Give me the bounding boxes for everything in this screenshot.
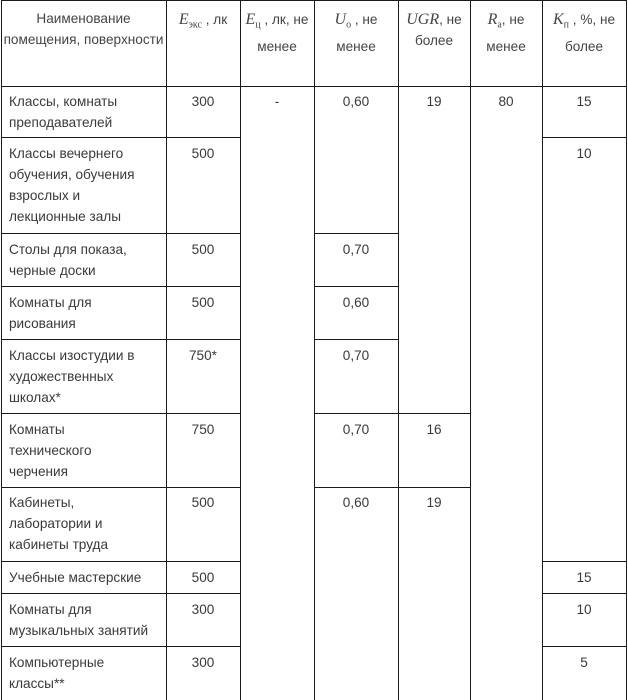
row-1-name: Классы, комнаты преподавателей <box>9 94 118 130</box>
rule-row8 <box>1 593 240 594</box>
row-9-name: Комнаты для музыкальных занятий <box>9 602 149 638</box>
row-4-name: Комнаты для рисования <box>9 295 92 331</box>
rule-row6 <box>1 487 240 488</box>
header-name-text: Наименование помещения, поверхности <box>3 11 164 47</box>
row-1-ugr: 19 <box>426 94 442 109</box>
rule-col-uo <box>314 0 315 700</box>
rule-row3 <box>1 286 240 287</box>
rule-col-ec <box>240 0 241 700</box>
header-r-a: $R_а$, не менее <box>486 11 526 54</box>
row-6-uo: 0,70 <box>342 422 370 437</box>
rule-row9-kp <box>542 646 627 647</box>
row-10-kp: 5 <box>580 655 588 670</box>
row-5-e: 750* <box>189 348 217 363</box>
row-6-e: 750 <box>191 422 215 437</box>
row-10-e: 300 <box>191 655 215 670</box>
rule-row1 <box>1 137 240 138</box>
header-u-o: $U_о$ , не менее <box>334 11 378 54</box>
row-3-name: Столы для показа, черные доски <box>9 242 127 278</box>
row-6-name: Комнаты технического черчения <box>9 422 92 479</box>
row-1-e: 300 <box>191 94 215 109</box>
rule-row2-uo <box>314 233 398 234</box>
rule-row1-kp <box>542 137 627 138</box>
rule-row4-uo <box>314 339 398 340</box>
row-1-uo: 0,60 <box>342 94 370 109</box>
row-7-name: Кабинеты, лаборатории и кабинеты труда <box>9 495 109 552</box>
header-e-exp: $E_{экс}$ , лк <box>178 11 228 31</box>
row-2-e: 500 <box>191 146 215 161</box>
row-1-kp: 15 <box>576 94 592 109</box>
row-5-name: Классы изостудии в художественных школах* <box>9 348 135 405</box>
header-e-c: $E_ц$ , лк, не менее <box>245 11 309 54</box>
rule-row6-uo-ugr <box>314 487 470 488</box>
rule-col-ugr <box>398 0 399 700</box>
rule-col-left <box>1 0 2 700</box>
header-k-p: $K_п$ , %, не более <box>552 11 616 54</box>
row-8-name: Учебные мастерские <box>9 570 142 585</box>
row-1-ra: 80 <box>498 94 514 109</box>
header-ugr: UGR, не более <box>406 11 462 48</box>
header-name <box>1 8 166 50</box>
row-1-ec: - <box>274 94 280 109</box>
rule-row8-kp <box>542 593 627 594</box>
row-3-e: 500 <box>191 242 215 257</box>
row-5-uo: 0,70 <box>342 348 370 363</box>
row-7-e: 500 <box>191 495 215 510</box>
row-3-uo: 0,70 <box>342 242 370 257</box>
row-4-uo: 0,60 <box>342 295 370 310</box>
row-9-kp: 10 <box>576 602 592 617</box>
row-10-name: Компьютерные классы** <box>9 655 105 691</box>
rule-row5 <box>1 413 240 414</box>
row-2-name: Классы вечернего обучения, обучения взрослых и лекционные залы <box>9 146 135 224</box>
rule-row5-uo-ugr <box>314 413 470 414</box>
row-2-kp: 10 <box>576 146 592 161</box>
row-7-uo: 0,60 <box>342 495 370 510</box>
row-8-e: 500 <box>191 570 215 585</box>
row-7-ugr: 19 <box>426 495 442 510</box>
rule-row2 <box>1 233 240 234</box>
rule-row4 <box>1 339 240 340</box>
rule-row7 <box>1 561 240 562</box>
rule-row3-uo <box>314 286 398 287</box>
rule-col-right <box>626 0 627 700</box>
rule-col-kp <box>542 0 543 700</box>
row-8-kp: 15 <box>576 570 592 585</box>
rule-row7-kp <box>542 561 627 562</box>
rule-col-ra <box>470 0 471 700</box>
rule-col-e <box>166 0 167 700</box>
row-4-e: 500 <box>191 295 215 310</box>
row-6-ugr: 16 <box>426 422 442 437</box>
rule-row9 <box>1 646 240 647</box>
row-9-e: 300 <box>191 602 215 617</box>
